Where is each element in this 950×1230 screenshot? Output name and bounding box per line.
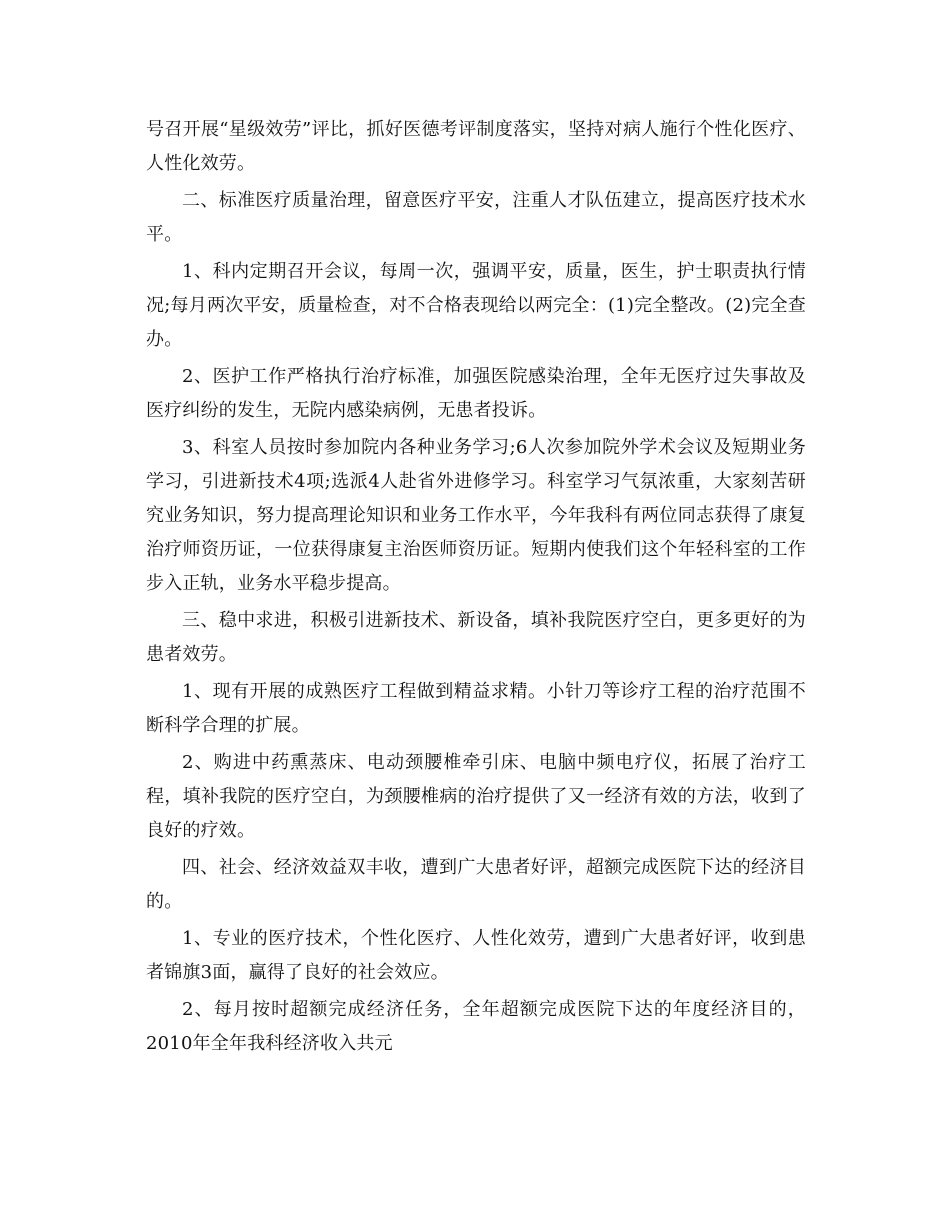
section-heading-2: 二、标准医疗质量治理，留意医疗平安，注重人才队伍建立，提高医疗技术水平。 — [146, 190, 806, 245]
document-body — [146, 113, 806, 1064]
section-heading-3: 三、稳中求进，积极引进新技术、新设备，填补我院医疗空白，更多更好的为患者效劳。 — [146, 610, 806, 665]
paragraph: 1、科内定期召开会议，每周一次，强调平安，质量，医生，护士职责执行情况;每月两次平安，质量检查，对不合格表现给以两完全：(1)完全整改。(2)完全查办。 — [146, 261, 806, 350]
paragraph: 1、现有开展的成熟医疗工程做到精益求精。小针刀等诊疗工程的治疗范围不断科学合理的扩展。 — [146, 681, 806, 736]
paragraph: 3、科室人员按时参加院内各种业务学习;6人次参加院外学术会议及短期业务学习，引进新技术4项;选派4人赴省外进修学习。科室学习气氛浓重，大家刻苦研究业务知识，努力提高理论知识和业务工作水平，今年我科有两位同志获得了康复治疗师资历证，一位获得康复主治医师资历证。短期内使我们这个年轻科室的工作步入正轨，业务水平稳步提高。 — [146, 437, 806, 594]
paragraph: 2、医护工作严格执行治疗标准，加强医院感染治理，全年无医疗过失事故及医疗纠纷的发生，无院内感染病例，无患者投诉。 — [146, 366, 806, 421]
section-heading-4: 四、社会、经济效益双丰收，遭到广大患者好评，超额完成医院下达的经济目的。 — [146, 857, 806, 912]
paragraph: 2、每月按时超额完成经济任务，全年超额完成医院下达的年度经济目的，2010年全年我科经济收入共元 — [146, 999, 806, 1054]
paragraph: 2、购进中药熏蒸床、电动颈腰椎牵引床、电脑中频电疗仪，拓展了治疗工程，填补我院的医疗空白，为颈腰椎病的治疗提供了又一经济有效的方法，收到了良好的疗效。 — [146, 752, 806, 841]
paragraph-continued: 号召开展“星级效劳”评比，抓好医德考评制度落实，坚持对病人施行个性化医疗、人性化效劳。 — [146, 119, 806, 174]
paragraph: 1、专业的医疗技术，个性化医疗、人性化效劳，遭到广大患者好评，收到患者锦旗3面，赢得了良好的社会效应。 — [146, 928, 806, 983]
